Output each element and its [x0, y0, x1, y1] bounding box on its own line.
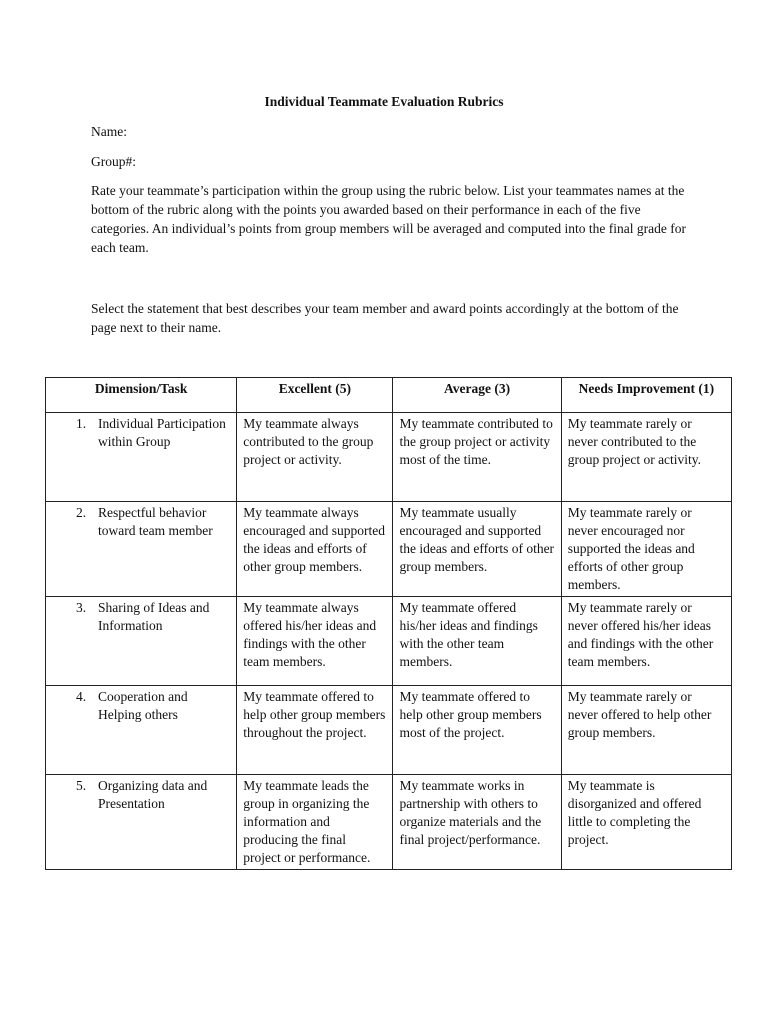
- average-cell: My teammate offered to help other group members most of the project.: [393, 686, 561, 775]
- excellent-cell: My teammate always encouraged and supported the ideas and efforts of other group members.: [237, 502, 393, 597]
- rubric-table: [45, 377, 732, 870]
- dimension-cell: [46, 502, 237, 597]
- header-dimension: Dimension/Task: [46, 378, 237, 413]
- name-label: Name:: [91, 124, 127, 139]
- dimension-text: Organizing data and Presentation: [98, 778, 208, 811]
- intro-paragraph: Rate your teammate’s participation within the group using the rubric below. List your teammates names at the bottom of the rubric along with the points you awarded based on their performance in each of the five categories. An individual’s points from group members will be averaged and computed into the final grade for each team.: [91, 183, 686, 255]
- header-needs-improvement: Needs Improvement (1): [561, 378, 731, 413]
- excellent-cell: My teammate always offered his/her ideas and findings with the other team members.: [237, 597, 393, 686]
- table-row: [46, 413, 732, 502]
- average-cell: My teammate usually encouraged and supported the ideas and efforts of other group members.: [393, 502, 561, 597]
- dimension-text: Individual Participation within Group: [98, 416, 226, 449]
- group-label: Group#:: [91, 154, 136, 169]
- excellent-cell: My teammate always contributed to the group project or activity.: [237, 413, 393, 502]
- dimension-cell: [46, 686, 237, 775]
- row-number: 1.: [76, 416, 87, 431]
- needs-improvement-cell: My teammate rarely or never offered his/her ideas and findings with the other team members.: [561, 597, 731, 686]
- average-cell: My teammate works in partnership with others to organize materials and the final project/performance.: [393, 775, 561, 870]
- dimension-text: Cooperation and Helping others: [98, 689, 188, 722]
- row-number: 5.: [76, 778, 87, 793]
- needs-improvement-cell: My teammate rarely or never offered to help other group members.: [561, 686, 731, 775]
- header-average: Average (3): [393, 378, 561, 413]
- excellent-cell: My teammate leads the group in organizing the information and producing the final project or performance.: [237, 775, 393, 870]
- table-row: [46, 502, 732, 597]
- needs-improvement-cell: My teammate rarely or never contributed to the group project or activity.: [561, 413, 731, 502]
- row-number: 4.: [76, 689, 87, 704]
- dimension-cell: [46, 775, 237, 870]
- dimension-text: Sharing of Ideas and Information: [98, 600, 210, 633]
- table-row: [46, 597, 732, 686]
- row-number: 2.: [76, 505, 87, 520]
- dimension-cell: [46, 597, 237, 686]
- header-excellent: Excellent (5): [237, 378, 393, 413]
- needs-improvement-cell: My teammate rarely or never encouraged nor supported the ideas and efforts of other group members.: [561, 502, 731, 597]
- rubric-header-row: [46, 378, 732, 413]
- average-cell: My teammate contributed to the group project or activity most of the time.: [393, 413, 561, 502]
- average-cell: My teammate offered his/her ideas and findings with the other team members.: [393, 597, 561, 686]
- dimension-text: Respectful behavior toward team member: [98, 505, 213, 538]
- instruction-paragraph: Select the statement that best describes your team member and award points accordingly at the bottom of the page next to their name.: [91, 301, 679, 335]
- dimension-cell: [46, 413, 237, 502]
- needs-improvement-cell: My teammate is disorganized and offered little to completing the project.: [561, 775, 731, 870]
- excellent-cell: My teammate offered to help other group members throughout the project.: [237, 686, 393, 775]
- table-row: [46, 686, 732, 775]
- row-number: 3.: [76, 600, 87, 615]
- table-row: [46, 775, 732, 870]
- page-title: Individual Teammate Evaluation Rubrics: [264, 94, 504, 109]
